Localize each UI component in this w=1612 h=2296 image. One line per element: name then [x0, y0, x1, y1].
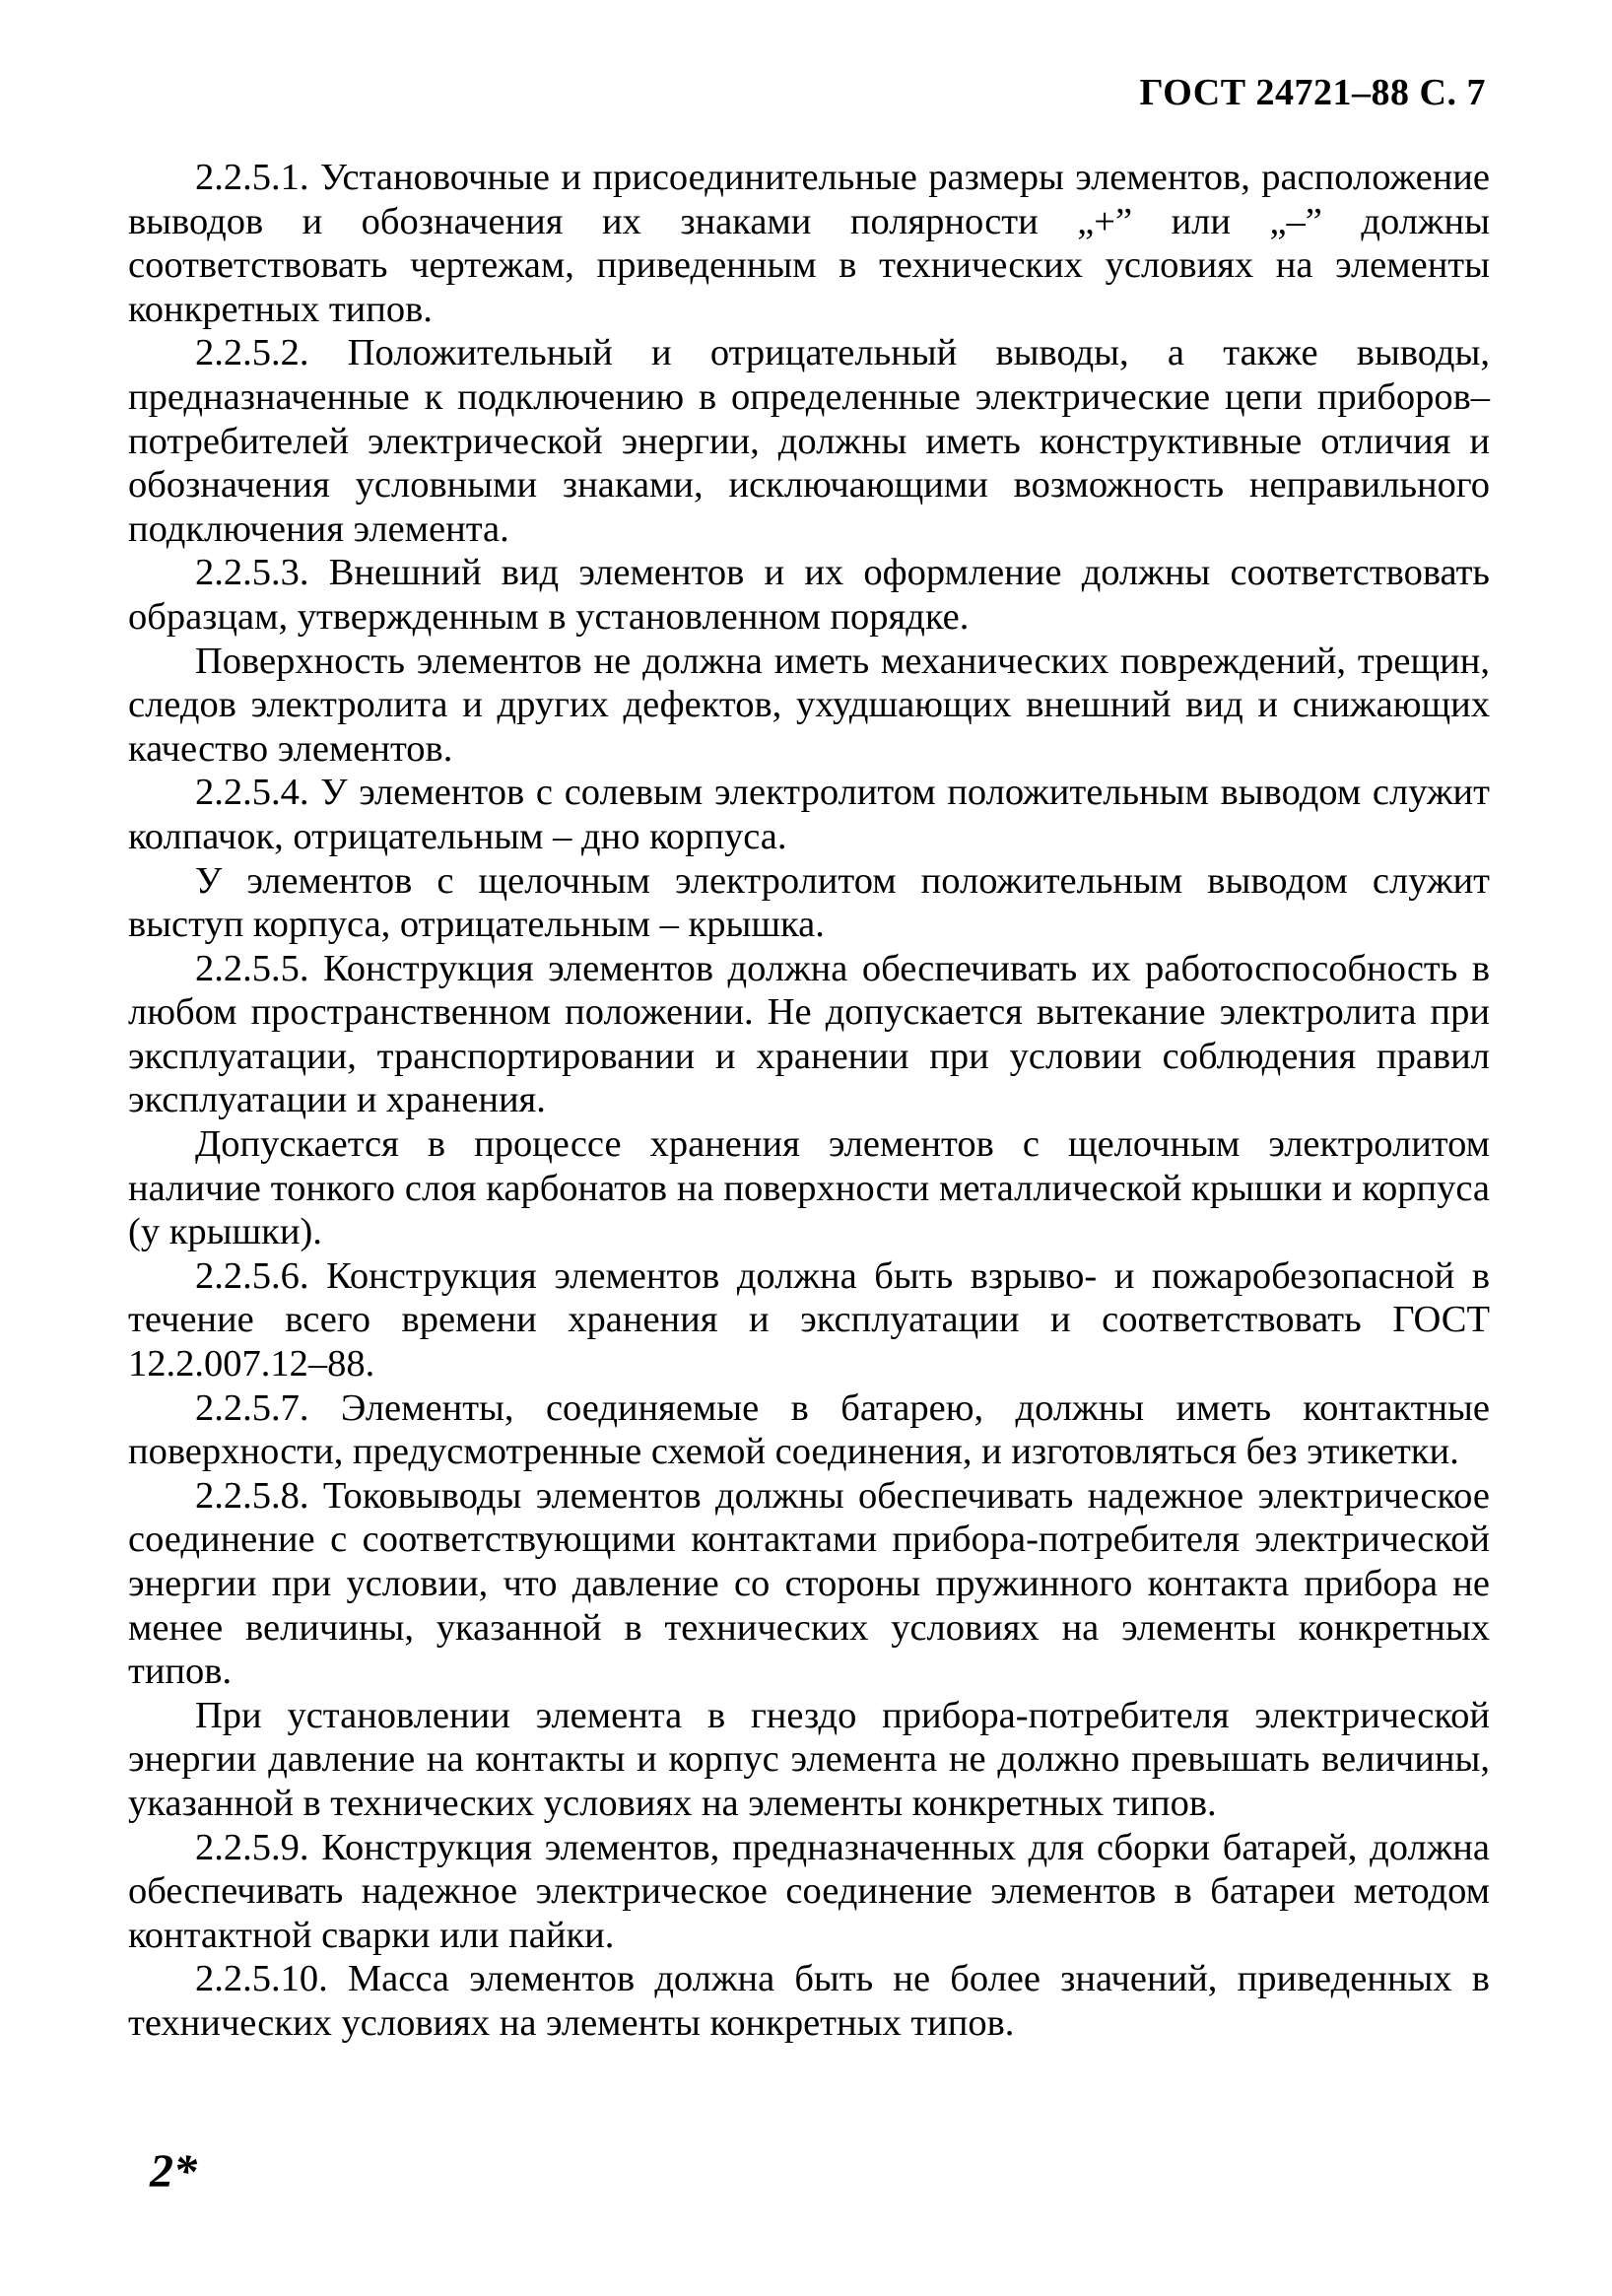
paragraph-2-2-5-8: 2.2.5.8. Токовыводы элементов должны обеспечивать надежное электрическое соединение с соответствующими контактами прибора-потребителя электрической энергии при условии, что давление со стороны пружинного контакта прибора не менее величины, указанной в технических условиях на элементы конкретных типов.: [128, 1474, 1490, 1693]
paragraph-2-2-5-6: 2.2.5.6. Конструкция элементов должна быть взрыво- и пожаробезопасной в течение всего времени хранения и эксплуатации и соответствовать ГОСТ 12.2.007.12–88.: [128, 1254, 1490, 1385]
paragraph-2-2-5-2: 2.2.5.2. Положительный и отрицательный выводы, а также выводы, предназначенные к подключению в определенные электрические цепи приборов–потребителей электрической энергии, должны иметь конструктивные отличия и обозначения условными знаками, исключающими возможность неправильного подключения элемента.: [128, 332, 1490, 550]
paragraph-2-2-5-9: 2.2.5.9. Конструкция элементов, предназначенных для сборки батарей, должна обеспечивать надежное электрическое соединение элементов в батареи методом контактной сварки или пайки.: [128, 1826, 1490, 1956]
paragraph-surface: Поверхность элементов не должна иметь механических повреждений, трещин, следов электролита и других дефектов, ухудшающих внешний вид и снижающих качество элементов.: [128, 640, 1490, 770]
document-body: [128, 156, 1490, 2046]
paragraph-2-2-5-10: 2.2.5.10. Масса элементов должна быть не более значений, приведенных в технических условиях на элементы конкретных типов.: [128, 1958, 1490, 2044]
paragraph-carbonates: Допускается в процессе хранения элементов с щелочным электролитом наличие тонкого слоя карбонатов на поверхности металлической крышки и корпуса (у крышки).: [128, 1123, 1490, 1253]
paragraph-2-2-5-7: 2.2.5.7. Элементы, соединяемые в батарею, должны иметь контактные поверхности, предусмотренные схемой соединения, и изготовляться без этикетки.: [128, 1386, 1490, 1473]
paragraph-2-2-5-5: 2.2.5.5. Конструкция элементов должна обеспечивать их работоспособность в любом пространственном положении. Не допускается вытекание электролита при эксплуатации, транспортировании и хранении при условии соблюдения правил эксплуатации и хранения.: [128, 947, 1490, 1121]
paragraph-alkaline-terminal: У элементов с щелочным электролитом положительным выводом служит выступ корпуса, отрицательным – крышка.: [128, 859, 1490, 946]
paragraph-2-2-5-4: 2.2.5.4. У элементов с солевым электролитом положительным выводом служит колпачок, отрицательным – дно корпуса.: [128, 772, 1490, 857]
paragraph-socket-pressure: При установлении элемента в гнездо прибора-потребителя электрической энергии давление на контакты и корпус элемента не должно превышать величины, указанной в технических условиях на элементы конкретных типов.: [128, 1694, 1490, 1824]
page-header: ГОСТ 24721–88 С. 7: [1139, 72, 1486, 113]
paragraph-2-2-5-3: 2.2.5.3. Внешний вид элементов и их оформление должны соответствовать образцам, утвержденным в установленном порядке.: [128, 552, 1490, 638]
sheet-signature-mark: 2*: [150, 2145, 197, 2197]
paragraph-2-2-5-1: 2.2.5.1. Установочные и присоединительные размеры элементов, расположение выводов и обозначения их знаками полярности „+” или „–” должны соответствовать чертежам, приведенным в технических условиях на элементы конкретных типов.: [128, 157, 1490, 330]
